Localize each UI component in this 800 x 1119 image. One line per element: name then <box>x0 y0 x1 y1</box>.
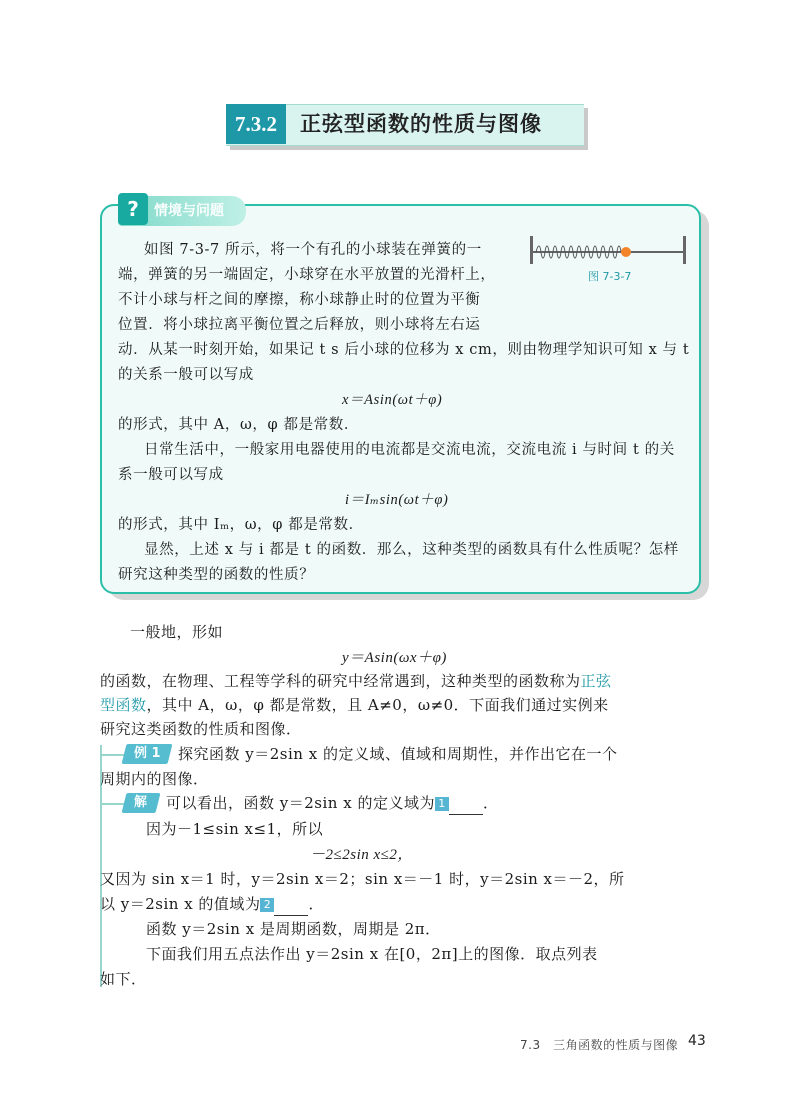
solution-line-1 <box>166 792 498 815</box>
context-line-1: 如图 7-3-7 所示，将一个有孔的小球装在弹簧的一 <box>144 242 482 258</box>
example-line-1: 探究函数 y＝2sin x 的定义域、值域和周期性，并作出它在一个 <box>178 745 618 763</box>
figure-caption: 图 7-3-7 <box>588 270 632 283</box>
definition-line-3: 研究这类函数的性质和图像． <box>100 720 302 738</box>
section-title: 正弦型函数的性质与图像 <box>300 112 542 136</box>
context-line-4: 位置．将小球拉离平衡位置之后释放，则小球将左右运 <box>118 317 481 333</box>
fixed-wall-right <box>683 236 686 264</box>
definition-line-1 <box>100 670 612 691</box>
fixed-wall-left <box>530 236 533 264</box>
context-label: 情境与问题 <box>154 203 224 219</box>
definition-line-2 <box>100 694 609 715</box>
context-formula-1: x＝Asin(ωt＋φ) <box>342 392 443 408</box>
example-label <box>122 744 173 764</box>
context-line-6: 的关系一般可以写成 <box>118 367 254 383</box>
solution-line-5-text: 以 y＝2sin x 的值域为 <box>100 895 261 913</box>
context-formula-2: i＝Iₘsin(ωt＋φ) <box>345 492 449 508</box>
solution-line-2: 因为－1≤sin x≤1，所以 <box>146 820 324 838</box>
context-line-2: 端，弹簧的另一端固定，小球穿在水平放置的光滑杆上， <box>118 267 496 283</box>
section-number: 7.3.2 <box>226 104 286 144</box>
spring-ball-figure <box>528 234 690 268</box>
solution-label-text: 解 <box>134 795 148 810</box>
answer-blank-1[interactable] <box>449 796 483 815</box>
solution-line-6: 函数 y＝2sin x 是周期函数，周期是 2π． <box>146 920 441 938</box>
solution-line-1-end: ． <box>482 794 499 812</box>
ball <box>621 247 631 257</box>
question-icon: ? <box>118 193 148 225</box>
blank-number-2: 2 <box>260 898 274 912</box>
example-tag-line <box>100 754 124 756</box>
solution-line-8: 如下． <box>100 970 147 988</box>
context-line-13: 显然，上述 x 与 i 都是 t 的函数．那么，这种类型的函数具有什么性质呢？怎样 <box>144 542 679 558</box>
answer-blank-2[interactable] <box>274 897 308 916</box>
solution-line-7: 下面我们用五点法作出 y＝2sin x 在[0，2π]上的图像．取点列表 <box>146 945 598 963</box>
context-line-12: 的形式，其中 Iₘ，ω，φ 都是常数． <box>118 517 364 533</box>
context-line-3: 不计小球与杆之间的摩擦，称小球静止时的位置为平衡 <box>118 292 481 308</box>
page-number: 43 <box>688 1033 706 1049</box>
context-line-14: 研究这种类型的函数的性质？ <box>118 567 315 583</box>
intro-text: 一般地，形如 <box>130 623 224 641</box>
solution-line-4: 又因为 sin x＝1 时，y＝2sin x＝2；sin x＝－1 时，y＝2sin x＝－2，所 <box>100 870 625 888</box>
context-line-5: 动．从某一时刻开始，如果记 t s 后小球的位移为 x cm，则由物理学知识可知 x 与 t <box>118 342 690 358</box>
context-line-9: 日常生活中，一般家用电器使用的电流都是交流电流，交流电流 i 与时间 t 的关 <box>144 442 675 458</box>
solution-line-1-text: 可以看出，函数 y＝2sin x 的定义域为 <box>166 794 435 812</box>
solution-line-5 <box>100 893 324 916</box>
term-sinusoidal-function-2: 型函数 <box>100 696 147 714</box>
solution-label <box>122 793 161 813</box>
solution-line-3: －2≤2sin x≤2， <box>310 847 413 863</box>
term-sinusoidal-function-1: 正弦 <box>580 672 612 690</box>
context-line-8: 的形式，其中 A，ω，φ 都是常数． <box>118 417 359 433</box>
footer-section: 7.3 三角函数的性质与图像 <box>520 1038 679 1052</box>
blank-number-1: 1 <box>435 797 449 811</box>
general-formula: y＝Asin(ωx＋φ) <box>342 650 447 666</box>
definition-line-1-text: 的函数，在物理、工程等学科的研究中经常遇到，这种类型的函数称为 <box>100 672 581 690</box>
definition-line-2-text: ，其中 A，ω，φ 都是常数，且 A≠0，ω≠0．下面我们通过实例来 <box>146 696 609 714</box>
context-line-10: 系一般可以写成 <box>118 467 224 483</box>
solution-line-5-end: ． <box>308 895 324 913</box>
example-label-text: 例 1 <box>133 746 161 761</box>
example-line-2: 周期内的图像． <box>100 770 209 788</box>
solution-tag-line <box>100 803 124 805</box>
